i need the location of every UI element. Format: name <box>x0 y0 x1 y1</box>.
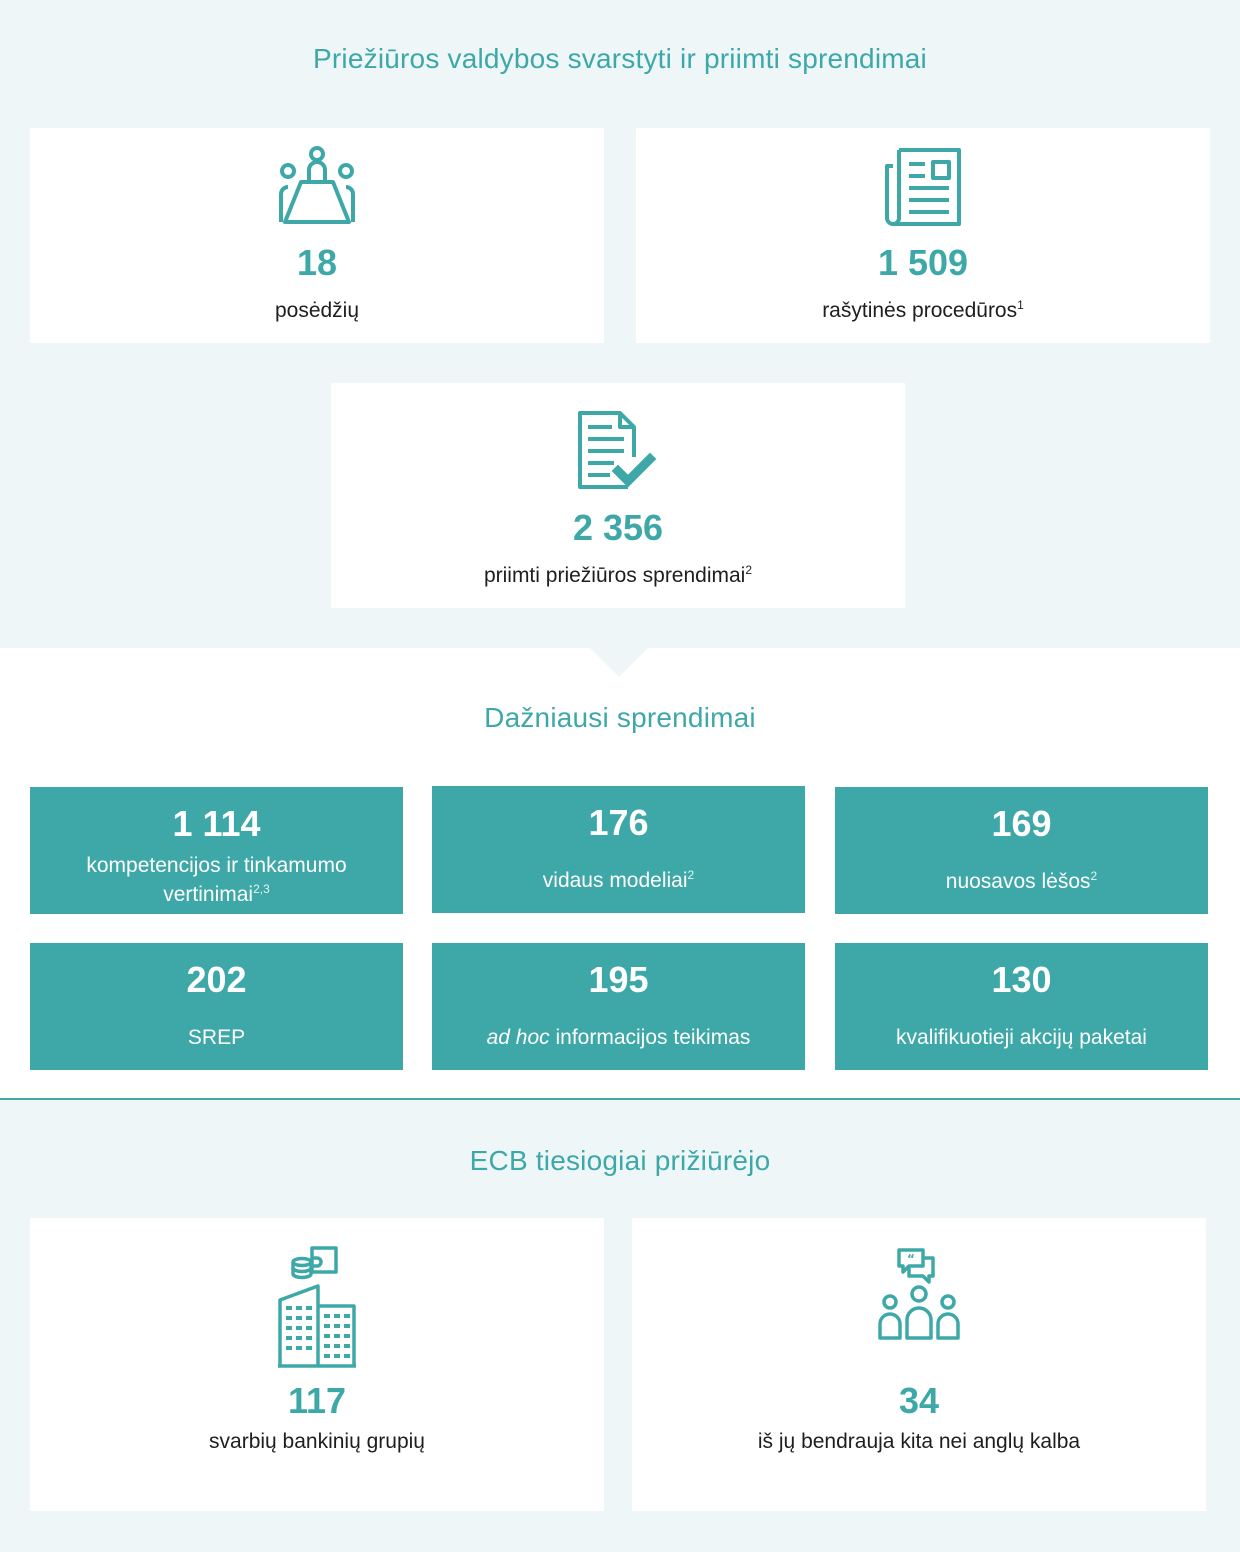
tile-value: 169 <box>991 803 1052 844</box>
adopted-decisions-card <box>331 383 905 608</box>
tile-value: 195 <box>588 959 649 1000</box>
tile-qualifying-holdings <box>835 943 1208 1070</box>
banking-groups-label: svarbių bankinių grupių <box>209 1430 425 1453</box>
tile-ad-hoc-reporting <box>432 943 805 1070</box>
tile-label: nuosavos lėšos$^2$ <box>945 869 1098 893</box>
tile-label: vidaus modeliai$^2$ <box>542 868 695 892</box>
checked-document-icon <box>578 411 658 491</box>
section-heading-frequent: Dažniausi sprendimai <box>484 702 756 733</box>
written-procedures-label: rašytinės procedūros$^1$ <box>822 298 1024 322</box>
tile-value: 176 <box>588 802 649 843</box>
tile-fit-and-proper <box>30 787 403 914</box>
meetings-label: posėdžių <box>274 299 360 322</box>
banking-groups-card <box>30 1218 604 1511</box>
tile-srep <box>30 943 403 1070</box>
section-heading-supervised: ECB tiesiogiai prižiūrėjo <box>469 1145 771 1176</box>
people-speech-icon <box>877 1246 961 1342</box>
written-procedures-card <box>636 128 1210 343</box>
tile-value: 130 <box>991 959 1052 1000</box>
tile-label: kompetencijos ir tinkamumo vertinimai$^{2,3}$ <box>86 854 347 906</box>
meetings-count: 18 <box>296 242 338 283</box>
section-pointer <box>589 647 649 677</box>
document-icon <box>883 148 963 228</box>
non-english-count: 34 <box>898 1380 940 1421</box>
non-english-card <box>632 1218 1206 1511</box>
svg-text:“: “ <box>907 1252 915 1266</box>
tile-label: ad hoc informacijos teikimas <box>486 1026 751 1049</box>
tile-value: 202 <box>186 959 247 1000</box>
adopted-decisions-label: priimti priežiūros sprendimai$^2$ <box>483 563 753 587</box>
adopted-decisions-count: 2 356 <box>572 507 664 548</box>
banking-groups-count: 117 <box>287 1380 347 1421</box>
non-english-label: iš jų bendrauja kita nei anglų kalba <box>757 1430 1081 1453</box>
tile-label: SREP <box>187 1026 246 1049</box>
section-heading-decisions: Priežiūros valdybos svarstyti ir priimti sprendimai <box>313 43 927 74</box>
meetings-card <box>30 128 604 343</box>
tile-value: 1 114 <box>172 803 261 844</box>
tile-own-funds <box>835 787 1208 914</box>
tile-label: kvalifikuotieji akcijų paketai <box>896 1026 1147 1049</box>
written-procedures-count: 1 509 <box>877 242 969 283</box>
tile-internal-models <box>432 786 805 913</box>
meeting-table-icon <box>275 146 359 228</box>
bank-buildings-icon <box>276 1246 358 1368</box>
